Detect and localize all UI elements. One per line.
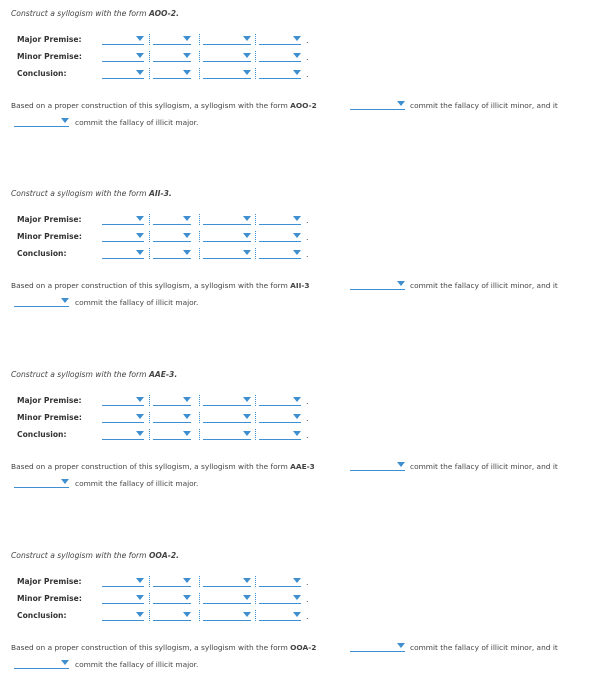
minor-premise-label: Minor Premise:: [17, 413, 82, 422]
prompt-text: Construct a syllogism with the form: [11, 551, 149, 560]
minor-premise-dropdown-2[interactable]: [153, 52, 191, 62]
column-separator: [255, 412, 256, 423]
triangle-down-icon: [136, 431, 144, 436]
minor-premise-dropdown-2[interactable]: [153, 594, 191, 604]
conclusion-label: Conclusion:: [17, 430, 67, 439]
conclusion-dropdown-2[interactable]: [153, 69, 191, 79]
fallacy-sentence: [11, 101, 317, 110]
column-separator: [149, 610, 150, 621]
minor-premise-dropdown-3[interactable]: [203, 594, 251, 604]
triangle-down-icon: [136, 595, 144, 600]
column-separator: [199, 395, 200, 406]
period: .: [306, 53, 309, 62]
period: .: [306, 578, 309, 587]
triangle-down-icon: [61, 298, 69, 303]
triangle-down-icon: [136, 414, 144, 419]
column-separator: [255, 68, 256, 79]
column-separator: [149, 593, 150, 604]
column-separator: [149, 214, 150, 225]
column-separator: [199, 214, 200, 225]
triangle-down-icon: [243, 414, 251, 419]
prompt-form: AOO-2.: [148, 9, 179, 18]
column-separator: [199, 51, 200, 62]
triangle-down-icon: [61, 660, 69, 665]
conclusion-dropdown-2[interactable]: [153, 249, 191, 259]
triangle-down-icon: [136, 612, 144, 617]
illicit-minor-text: commit the fallacy of illicit minor, and it: [410, 101, 558, 110]
column-separator: [149, 34, 150, 45]
triangle-down-icon: [136, 36, 144, 41]
sentence-form: OOA-2: [290, 643, 317, 652]
period: .: [306, 397, 309, 406]
triangle-down-icon: [183, 233, 191, 238]
column-separator: [255, 576, 256, 587]
conclusion-dropdown-1[interactable]: [102, 611, 144, 621]
triangle-down-icon: [183, 431, 191, 436]
conclusion-dropdown-4[interactable]: [259, 249, 301, 259]
column-separator: [255, 214, 256, 225]
triangle-down-icon: [136, 70, 144, 75]
major-premise-label: Major Premise:: [17, 215, 82, 224]
conclusion-label: Conclusion:: [17, 69, 67, 78]
conclusion-dropdown-3[interactable]: [203, 611, 251, 621]
column-separator: [199, 68, 200, 79]
triangle-down-icon: [293, 414, 301, 419]
column-separator: [255, 51, 256, 62]
prompt-form: OOA-2.: [148, 551, 180, 560]
major-premise-dropdown-3[interactable]: [203, 577, 251, 587]
triangle-down-icon: [136, 233, 144, 238]
minor-premise-label: Minor Premise:: [17, 232, 82, 241]
major-premise-dropdown-4[interactable]: [259, 577, 301, 587]
prompt-form: AII-3.: [148, 189, 172, 198]
major-premise-dropdown-1[interactable]: [102, 577, 144, 587]
illicit-major-text: commit the fallacy of illicit major.: [75, 118, 199, 127]
triangle-down-icon: [136, 578, 144, 583]
minor-premise-label: Minor Premise:: [17, 594, 82, 603]
minor-premise-dropdown-1[interactable]: [102, 594, 144, 604]
sentence-text: Based on a proper construction of this syllogism, a syllogism with the form: [11, 643, 291, 652]
period: .: [306, 595, 309, 604]
triangle-down-icon: [61, 118, 69, 123]
minor-premise-dropdown-1[interactable]: [102, 52, 144, 62]
fallacy-sentence: [11, 281, 310, 290]
major-premise-dropdown-4[interactable]: [259, 215, 301, 225]
minor-premise-label: Minor Premise:: [17, 52, 82, 61]
syllogism-section: [0, 551, 599, 681]
illicit-major-dropdown[interactable]: [14, 297, 69, 307]
minor-premise-dropdown-3[interactable]: [203, 232, 251, 242]
triangle-down-icon: [293, 233, 301, 238]
column-separator: [149, 412, 150, 423]
period: .: [306, 233, 309, 242]
major-premise-dropdown-2[interactable]: [153, 35, 191, 45]
triangle-down-icon: [243, 397, 251, 402]
column-separator: [255, 231, 256, 242]
illicit-major-dropdown[interactable]: [14, 659, 69, 669]
column-separator: [199, 429, 200, 440]
major-premise-dropdown-2[interactable]: [153, 215, 191, 225]
column-separator: [149, 248, 150, 259]
conclusion-dropdown-4[interactable]: [259, 611, 301, 621]
column-separator: [255, 610, 256, 621]
prompt-form: AAE-3.: [148, 370, 178, 379]
triangle-down-icon: [183, 397, 191, 402]
column-separator: [255, 395, 256, 406]
minor-premise-dropdown-1[interactable]: [102, 413, 144, 423]
column-separator: [199, 248, 200, 259]
triangle-down-icon: [243, 233, 251, 238]
column-separator: [149, 576, 150, 587]
triangle-down-icon: [293, 36, 301, 41]
prompt-text: Construct a syllogism with the form: [11, 370, 149, 379]
triangle-down-icon: [183, 578, 191, 583]
triangle-down-icon: [293, 70, 301, 75]
syllogism-section: [0, 370, 599, 500]
conclusion-dropdown-1[interactable]: [102, 69, 144, 79]
period: .: [306, 250, 309, 259]
major-premise-dropdown-4[interactable]: [259, 35, 301, 45]
sentence-text: Based on a proper construction of this syllogism, a syllogism with the form: [11, 101, 291, 110]
triangle-down-icon: [183, 595, 191, 600]
illicit-minor-dropdown[interactable]: [350, 461, 405, 471]
conclusion-dropdown-3[interactable]: [203, 249, 251, 259]
illicit-major-text: commit the fallacy of illicit major.: [75, 660, 199, 669]
triangle-down-icon: [136, 250, 144, 255]
period: .: [306, 36, 309, 45]
triangle-down-icon: [243, 216, 251, 221]
major-premise-dropdown-1[interactable]: [102, 396, 144, 406]
illicit-minor-dropdown[interactable]: [350, 100, 405, 110]
minor-premise-dropdown-3[interactable]: [203, 413, 251, 423]
triangle-down-icon: [243, 612, 251, 617]
major-premise-dropdown-2[interactable]: [153, 577, 191, 587]
triangle-down-icon: [183, 53, 191, 58]
period: .: [306, 414, 309, 423]
triangle-down-icon: [243, 70, 251, 75]
construct-prompt: [11, 189, 172, 198]
column-separator: [199, 34, 200, 45]
column-separator: [199, 610, 200, 621]
conclusion-dropdown-3[interactable]: [203, 430, 251, 440]
prompt-text: Construct a syllogism with the form: [11, 189, 149, 198]
construct-prompt: [11, 370, 177, 379]
major-premise-dropdown-3[interactable]: [203, 35, 251, 45]
minor-premise-dropdown-1[interactable]: [102, 232, 144, 242]
major-premise-label: Major Premise:: [17, 396, 82, 405]
fallacy-sentence: [11, 462, 315, 471]
triangle-down-icon: [183, 414, 191, 419]
triangle-down-icon: [243, 36, 251, 41]
conclusion-label: Conclusion:: [17, 611, 67, 620]
triangle-down-icon: [293, 397, 301, 402]
triangle-down-icon: [243, 578, 251, 583]
conclusion-dropdown-3[interactable]: [203, 69, 251, 79]
minor-premise-dropdown-2[interactable]: [153, 232, 191, 242]
column-separator: [199, 593, 200, 604]
triangle-down-icon: [293, 612, 301, 617]
triangle-down-icon: [293, 595, 301, 600]
minor-premise-dropdown-3[interactable]: [203, 52, 251, 62]
triangle-down-icon: [397, 643, 405, 648]
triangle-down-icon: [183, 250, 191, 255]
major-premise-dropdown-3[interactable]: [203, 215, 251, 225]
conclusion-dropdown-2[interactable]: [153, 611, 191, 621]
fallacy-sentence: [11, 643, 316, 652]
column-separator: [149, 68, 150, 79]
triangle-down-icon: [397, 101, 405, 106]
column-separator: [199, 231, 200, 242]
triangle-down-icon: [136, 397, 144, 402]
minor-premise-dropdown-4[interactable]: [259, 232, 301, 242]
triangle-down-icon: [243, 595, 251, 600]
column-separator: [149, 51, 150, 62]
triangle-down-icon: [293, 578, 301, 583]
column-separator: [149, 395, 150, 406]
major-premise-label: Major Premise:: [17, 577, 82, 586]
illicit-major-dropdown[interactable]: [14, 117, 69, 127]
triangle-down-icon: [293, 53, 301, 58]
sentence-form: AOO-2: [290, 101, 317, 110]
triangle-down-icon: [183, 216, 191, 221]
illicit-minor-text: commit the fallacy of illicit minor, and it: [410, 281, 558, 290]
conclusion-dropdown-2[interactable]: [153, 430, 191, 440]
illicit-minor-text: commit the fallacy of illicit minor, and it: [410, 643, 558, 652]
conclusion-dropdown-4[interactable]: [259, 430, 301, 440]
column-separator: [149, 429, 150, 440]
major-premise-dropdown-1[interactable]: [102, 35, 144, 45]
column-separator: [255, 429, 256, 440]
sentence-text: Based on a proper construction of this syllogism, a syllogism with the form: [11, 462, 291, 471]
column-separator: [255, 248, 256, 259]
major-premise-label: Major Premise:: [17, 35, 82, 44]
period: .: [306, 612, 309, 621]
conclusion-label: Conclusion:: [17, 249, 67, 258]
column-separator: [199, 576, 200, 587]
syllogism-section: [0, 189, 599, 319]
triangle-down-icon: [136, 53, 144, 58]
triangle-down-icon: [183, 70, 191, 75]
syllogism-section: [0, 9, 599, 139]
sentence-form: AAE-3: [290, 462, 315, 471]
column-separator: [149, 231, 150, 242]
major-premise-dropdown-3[interactable]: [203, 396, 251, 406]
triangle-down-icon: [397, 281, 405, 286]
minor-premise-dropdown-4[interactable]: [259, 413, 301, 423]
triangle-down-icon: [397, 462, 405, 467]
column-separator: [199, 412, 200, 423]
conclusion-dropdown-1[interactable]: [102, 249, 144, 259]
sentence-form: AII-3: [290, 281, 310, 290]
illicit-minor-text: commit the fallacy of illicit minor, and it: [410, 462, 558, 471]
major-premise-dropdown-4[interactable]: [259, 396, 301, 406]
period: .: [306, 70, 309, 79]
triangle-down-icon: [136, 216, 144, 221]
illicit-minor-dropdown[interactable]: [350, 280, 405, 290]
triangle-down-icon: [183, 612, 191, 617]
conclusion-dropdown-4[interactable]: [259, 69, 301, 79]
triangle-down-icon: [243, 53, 251, 58]
triangle-down-icon: [243, 250, 251, 255]
illicit-major-dropdown[interactable]: [14, 478, 69, 488]
construct-prompt: [11, 551, 179, 560]
triangle-down-icon: [293, 431, 301, 436]
triangle-down-icon: [61, 479, 69, 484]
column-separator: [255, 34, 256, 45]
prompt-text: Construct a syllogism with the form: [11, 9, 149, 18]
conclusion-dropdown-1[interactable]: [102, 430, 144, 440]
period: .: [306, 216, 309, 225]
triangle-down-icon: [293, 216, 301, 221]
major-premise-dropdown-1[interactable]: [102, 215, 144, 225]
illicit-minor-dropdown[interactable]: [350, 642, 405, 652]
minor-premise-dropdown-4[interactable]: [259, 594, 301, 604]
illicit-major-text: commit the fallacy of illicit major.: [75, 479, 199, 488]
construct-prompt: [11, 9, 179, 18]
sentence-text: Based on a proper construction of this syllogism, a syllogism with the form: [11, 281, 291, 290]
minor-premise-dropdown-4[interactable]: [259, 52, 301, 62]
triangle-down-icon: [183, 36, 191, 41]
period: .: [306, 431, 309, 440]
minor-premise-dropdown-2[interactable]: [153, 413, 191, 423]
illicit-major-text: commit the fallacy of illicit major.: [75, 298, 199, 307]
triangle-down-icon: [243, 431, 251, 436]
major-premise-dropdown-2[interactable]: [153, 396, 191, 406]
column-separator: [255, 593, 256, 604]
triangle-down-icon: [293, 250, 301, 255]
